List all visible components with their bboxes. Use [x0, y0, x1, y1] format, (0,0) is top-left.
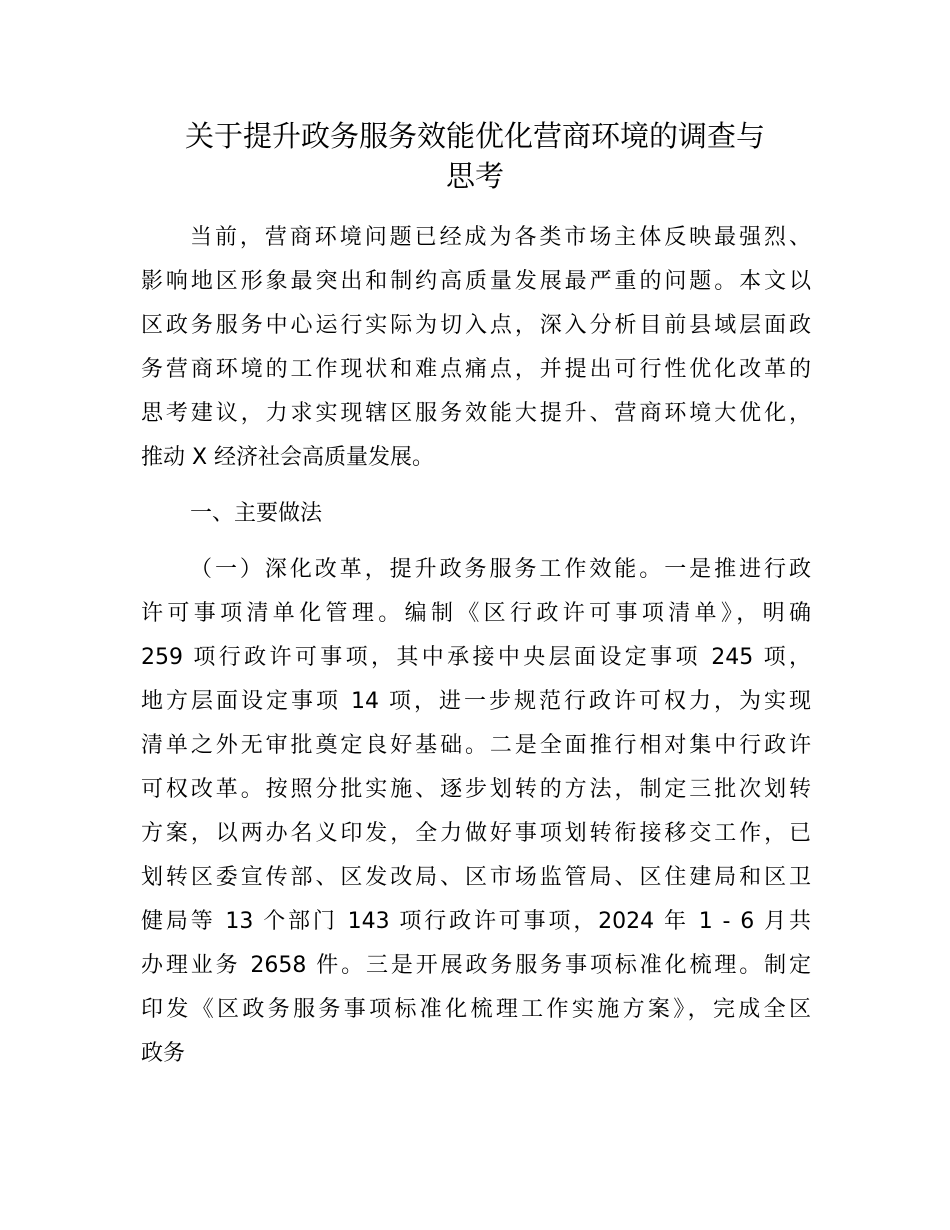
paragraph-spacer	[141, 536, 811, 548]
paragraph-spacer	[141, 480, 811, 492]
title-line-2: 思考	[445, 159, 504, 193]
subsection-paragraph	[141, 548, 811, 1076]
paragraph-line: 健局等 13 个部门 143 项行政许可事项，2024 年 1 - 6 月共	[141, 909, 811, 934]
document-title	[0, 116, 950, 196]
paragraph-line: 办理业务 2658 件。三是开展政务服务事项标准化梳理。制定	[141, 953, 811, 978]
paragraph-line: 地方层面设定事项 14 项，进一步规范行政许可权力，为实现	[141, 689, 811, 714]
paragraph-line: 印发《区政务服务事项标准化梳理工作实施方案》，完成全区	[141, 997, 811, 1022]
paragraph-line: 政务	[141, 1041, 186, 1066]
paragraph-line: 方案，以两办名义印发，全力做好事项划转衔接移交工作，已	[141, 821, 811, 846]
paragraph-line: 推动 X 经济社会高质量发展。	[141, 445, 435, 470]
paragraph-line: 务营商环境的工作现状和难点痛点，并提出可行性优化改革的	[141, 357, 811, 382]
paragraph-line: 清单之外无审批奠定良好基础。二是全面推行相对集中行政许	[141, 733, 811, 758]
paragraph-line: （一）深化改革，提升政务服务工作效能。一是推进行政	[190, 557, 811, 582]
paragraph-line: 可权改革。按照分批实施、逐步划转的方法，制定三批次划转	[141, 777, 811, 802]
paragraph-line: 思考建议，力求实现辖区服务效能大提升、营商环境大优化，	[141, 401, 811, 426]
paragraph-line: 影响地区形象最突出和制约高质量发展最严重的问题。本文以	[141, 269, 811, 294]
paragraph-line: 259 项行政许可事项，其中承接中央层面设定事项 245 项，	[141, 645, 811, 670]
document-body	[141, 216, 811, 1076]
paragraph-line: 当前，营商环境问题已经成为各类市场主体反映最强烈、	[190, 225, 811, 250]
section-heading: 一、主要做法	[190, 501, 323, 526]
paragraph-line: 区政务服务中心运行实际为切入点，深入分析目前县域层面政	[141, 313, 811, 338]
paragraph-line: 许可事项清单化管理。编制《区行政许可事项清单》，明确	[141, 601, 811, 626]
paragraph-line: 划转区委宣传部、区发改局、区市场监管局、区住建局和区卫	[141, 865, 811, 890]
intro-paragraph	[141, 216, 811, 480]
title-line-1: 关于提升政务服务效能优化营商环境的调查与	[184, 119, 765, 153]
